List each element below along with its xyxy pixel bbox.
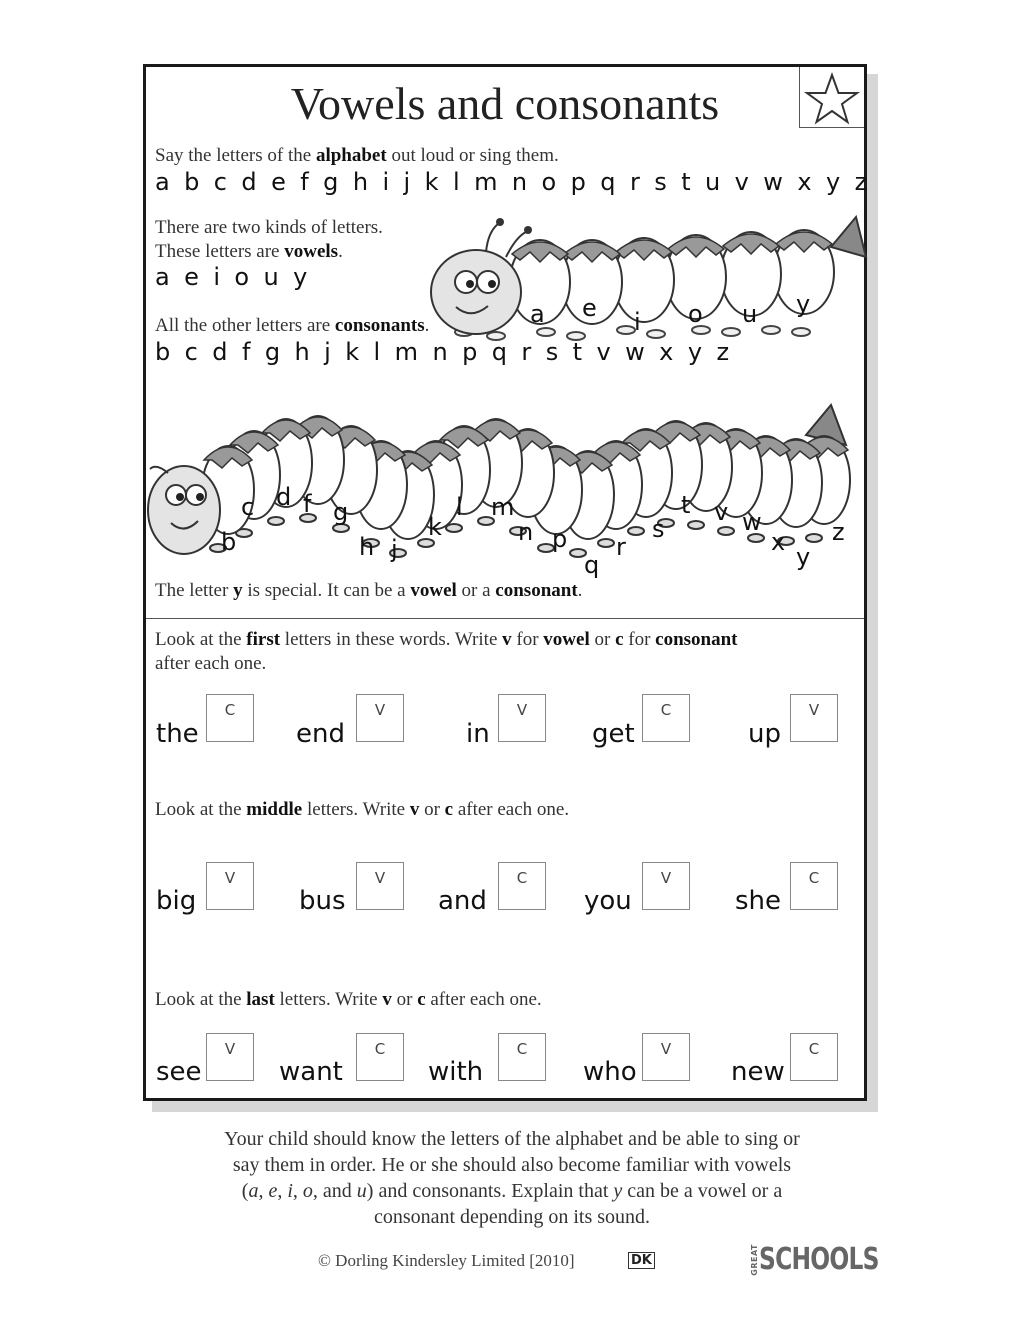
alphabet-line: a b c d e f g h i j k l m n o p q r s t u v w x y z: [155, 168, 871, 196]
vowel-letter: o: [688, 300, 703, 328]
vowel-caterpillar-illustration: [426, 202, 866, 352]
exercise-word: want: [279, 1057, 343, 1087]
vowel-letter: e: [582, 294, 597, 322]
dk-logo-text: DK: [628, 1252, 655, 1269]
consonants-line: b c d f g h j k l m n p q r s t v w x y z: [155, 338, 733, 366]
caterpillar-foot: [268, 517, 284, 525]
exercise-word: up: [748, 719, 781, 749]
answer-box[interactable]: C: [498, 862, 546, 910]
consonant-letter: x: [771, 528, 786, 556]
consonant-letter: c: [241, 493, 255, 521]
caterpillar-foot: [628, 527, 644, 535]
exercise3-instruction: Look at the last letters. Write v or c after each one.: [155, 989, 542, 1010]
consonants-intro: All the other letters are consonants.: [155, 315, 430, 336]
caterpillar-foot: [446, 524, 462, 532]
exercise-word: bus: [299, 886, 346, 916]
parent-note: [0, 1126, 1024, 1230]
exercise-word: and: [438, 886, 487, 916]
exercise2-instruction: Look at the middle letters. Write v or c after each one.: [155, 799, 570, 820]
consonant-letter: d: [276, 483, 292, 511]
worksheet: [143, 64, 871, 1101]
consonant-letter: g: [333, 498, 349, 526]
consonant-letter: r: [616, 533, 626, 561]
exercise-word: with: [428, 1057, 484, 1087]
answer-box[interactable]: V: [642, 862, 690, 910]
consonant-caterpillar-illustration: [146, 385, 864, 579]
caterpillar-foot: [598, 539, 614, 547]
answer-box[interactable]: V: [206, 1033, 254, 1081]
vowels-line: a e i o u y: [155, 263, 311, 291]
letter-y-note: The letter y is special. It can be a vowel or a consonant.: [155, 580, 583, 601]
consonant-letter: w: [742, 508, 762, 536]
consonant-letter: t: [681, 491, 691, 519]
vowel-letter: y: [796, 290, 811, 318]
dk-logo: [628, 1251, 655, 1269]
exercise-word: big: [156, 886, 197, 916]
consonant-letter: l: [456, 493, 463, 521]
answer-box[interactable]: V: [206, 862, 254, 910]
exercise-word: end: [296, 719, 345, 749]
exercise-word: you: [584, 886, 632, 916]
consonant-letter: b: [221, 528, 237, 556]
caterpillar-foot: [806, 534, 822, 542]
answer-box[interactable]: C: [356, 1033, 404, 1081]
exercise-word: she: [735, 886, 782, 916]
answer-box[interactable]: C: [206, 694, 254, 742]
consonant-letter: y: [796, 543, 811, 571]
exercise-word: new: [731, 1057, 785, 1087]
answer-box[interactable]: C: [790, 1033, 838, 1081]
consonant-letter: h: [359, 533, 375, 561]
exercise-word: see: [156, 1057, 202, 1087]
consonant-letter: v: [714, 498, 729, 526]
star-badge: [799, 67, 864, 128]
greatschools-great: GREAT: [750, 1243, 759, 1276]
exercise-word: who: [583, 1057, 637, 1087]
parent-note-line: (a, e, i, o, and u) and consonants. Explain that y can be a vowel or a: [241, 1180, 783, 1202]
consonant-letter: m: [491, 493, 515, 521]
consonant-letter: f: [303, 490, 312, 518]
consonant-letter: s: [652, 515, 665, 543]
exercise1-instruction-line2: after each one.: [155, 653, 267, 674]
copyright: © Dorling Kindersley Limited [2010]: [318, 1251, 575, 1270]
vowel-letter: u: [742, 300, 758, 328]
answer-box[interactable]: C: [642, 694, 690, 742]
page-title: Vowels and consonants: [290, 78, 720, 129]
consonant-letter: p: [552, 525, 568, 553]
answer-box[interactable]: C: [498, 1033, 546, 1081]
vowels-intro: These letters are vowels.: [155, 241, 343, 262]
caterpillar-foot: [718, 527, 734, 535]
answer-box[interactable]: V: [356, 862, 404, 910]
answer-box[interactable]: C: [790, 862, 838, 910]
star-icon: [800, 67, 864, 127]
exercise-word: get: [592, 719, 635, 749]
parent-note-line: consonant depending on its sound.: [373, 1206, 651, 1228]
answer-box[interactable]: V: [642, 1033, 690, 1081]
greatschools-schools: SCHOOLS: [759, 1242, 879, 1277]
section-divider: [146, 618, 864, 619]
answer-box[interactable]: V: [498, 694, 546, 742]
vowel-letter: i: [634, 308, 641, 336]
greatschools-logo: [750, 1242, 912, 1277]
exercise-word: in: [466, 719, 490, 749]
answer-box[interactable]: V: [790, 694, 838, 742]
parent-note-line: Your child should know the letters of the alphabet and be able to sing or: [224, 1128, 800, 1150]
caterpillar-foot: [688, 521, 704, 529]
consonant-letter: k: [428, 513, 442, 541]
parent-note-line: say them in order. He or she should also become familiar with vowels: [232, 1154, 792, 1176]
kinds-text: There are two kinds of letters.: [155, 217, 383, 238]
exercise-word: the: [156, 719, 199, 749]
consonant-letter: n: [518, 518, 534, 546]
say-instruction: Say the letters of the alphabet out loud or sing them.: [155, 145, 559, 166]
consonant-letter: z: [832, 518, 845, 546]
exercise1-instruction: Look at the first letters in these words. Write v for vowel or c for consonant: [155, 629, 738, 650]
consonant-letter: q: [584, 551, 600, 579]
vowel-letter: a: [530, 300, 545, 328]
consonant-letter: j: [391, 535, 398, 563]
answer-box[interactable]: V: [356, 694, 404, 742]
